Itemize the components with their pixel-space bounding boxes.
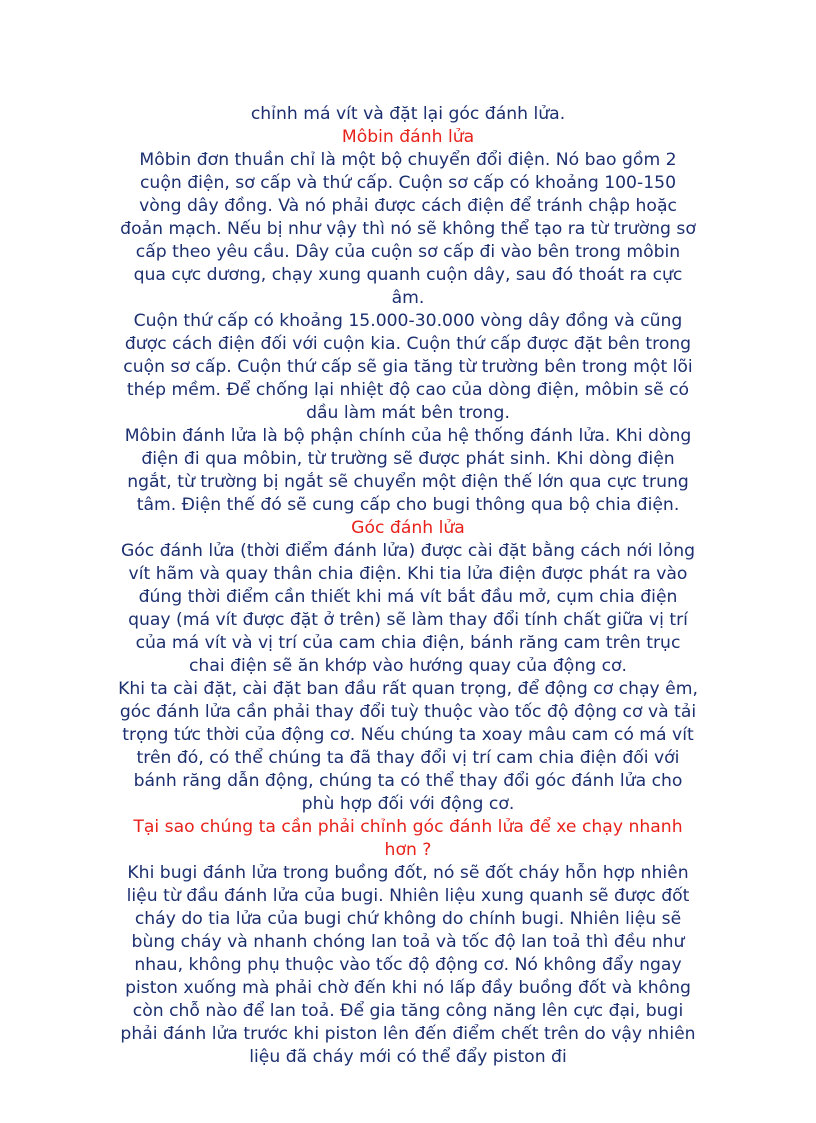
section-heading-mobin: Môbin đánh lửa bbox=[341, 127, 475, 147]
mobin-paragraph-3: Môbin đánh lửa là bộ phận chính của hệ thống đánh lửa. Khi dòng điện đi qua môbin, từ trường sẽ được phát sinh. Khi dòng điện ngắt, từ trường bị ngắt sẽ chuyển một điện thế lớn qua cực trung tâm. Điện thế đó sẽ cung cấp cho bugi thông qua bộ chia điện. bbox=[124, 426, 692, 515]
mobin-paragraph-2: Cuộn thứ cấp có khoảng 15.000-30.000 vòng dây đồng và cũng được cách điện đối với cuộn kia. Cuộn thứ cấp được đặt bên trong cuộn sơ cấp. Cuộn thứ cấp sẽ gia tăng từ trường bên trong một lõi thép mềm. Để chống lại nhiệt độ cao của dòng điện, môbin sẽ có dầu làm mát bên trong. bbox=[123, 311, 693, 423]
section-heading-why-adjust: Tại sao chúng ta cần phải chỉnh góc đánh lửa để xe chạy nhanh hơn ? bbox=[133, 817, 683, 860]
intro-tail-paragraph: chỉnh má vít và đặt lại góc đánh lửa. bbox=[250, 104, 566, 124]
document-page bbox=[118, 103, 698, 1069]
section-heading-goc-danh-lua: Góc đánh lửa bbox=[351, 518, 465, 538]
goc-danh-lua-paragraph-2: Khi ta cài đặt, cài đặt ban đầu rất quan trọng, để động cơ chạy êm, góc đánh lửa cần phải thay đổi tuỳ thuộc vào tốc độ động cơ và tải trọng tức thời của động cơ. Nếu chúng ta xoay mâu cam có má vít trên đó, có thể chúng ta đã thay đổi vị trí cam chia điện đối với bánh răng dẫn động, chúng ta có thể thay đổi góc đánh lửa cho phù hợp đối với động cơ. bbox=[118, 679, 698, 814]
why-adjust-paragraph-1: Khi bugi đánh lửa trong buồng đốt, nó sẽ đốt cháy hỗn hợp nhiên liệu từ đầu đánh lửa của bugi. Nhiên liệu xung quanh sẽ được đốt cháy do tia lửa của bugi chứ không do chính bugi. Nhiên liệu sẽ bùng cháy và nhanh chóng lan toả và tốc độ lan toả thì đều như nhau, không phụ thuộc vào tốc độ động cơ. Nó không đẩy ngay piston xuống mà phải chờ đến khi nó lấp đầy buồng đốt và không còn chỗ nào để lan toả. Để gia tăng công năng lên cực đại, bugi phải đánh lửa trước khi piston lên đến điểm chết trên do vậy nhiên liệu đã cháy mới có thể đẩy piston đi bbox=[120, 863, 696, 1067]
mobin-paragraph-1: Môbin đơn thuần chỉ là một bộ chuyển đổi điện. Nó bao gồm 2 cuộn điện, sơ cấp và thứ cấp. Cuộn sơ cấp có khoảng 100-150 vòng dây đồng. Và nó phải được cách điện để tránh chập hoặc đoản mạch. Nếu bị như vậy thì nó sẽ không thể tạo ra từ trường sơ cấp theo yêu cầu. Dây của cuộn sơ cấp đi vào bên trong môbin qua cực dương, chạy xung quanh cuộn dây, sau đó thoát ra cực âm. bbox=[120, 150, 696, 308]
goc-danh-lua-paragraph-1: Góc đánh lửa (thời điểm đánh lửa) được cài đặt bằng cách nới lỏng vít hãm và quay thân chia điện. Khi tia lửa điện được phát ra vào đúng thời điểm cần thiết khi má vít bắt đầu mở, cụm chia điện quay (má vít được đặt ở trên) sẽ làm thay đổi tính chất giữa vị trí của má vít và vị trí của cam chia điện, bánh răng cam trên trục chai điện sẽ ăn khớp vào hướng quay của động cơ. bbox=[120, 541, 696, 676]
